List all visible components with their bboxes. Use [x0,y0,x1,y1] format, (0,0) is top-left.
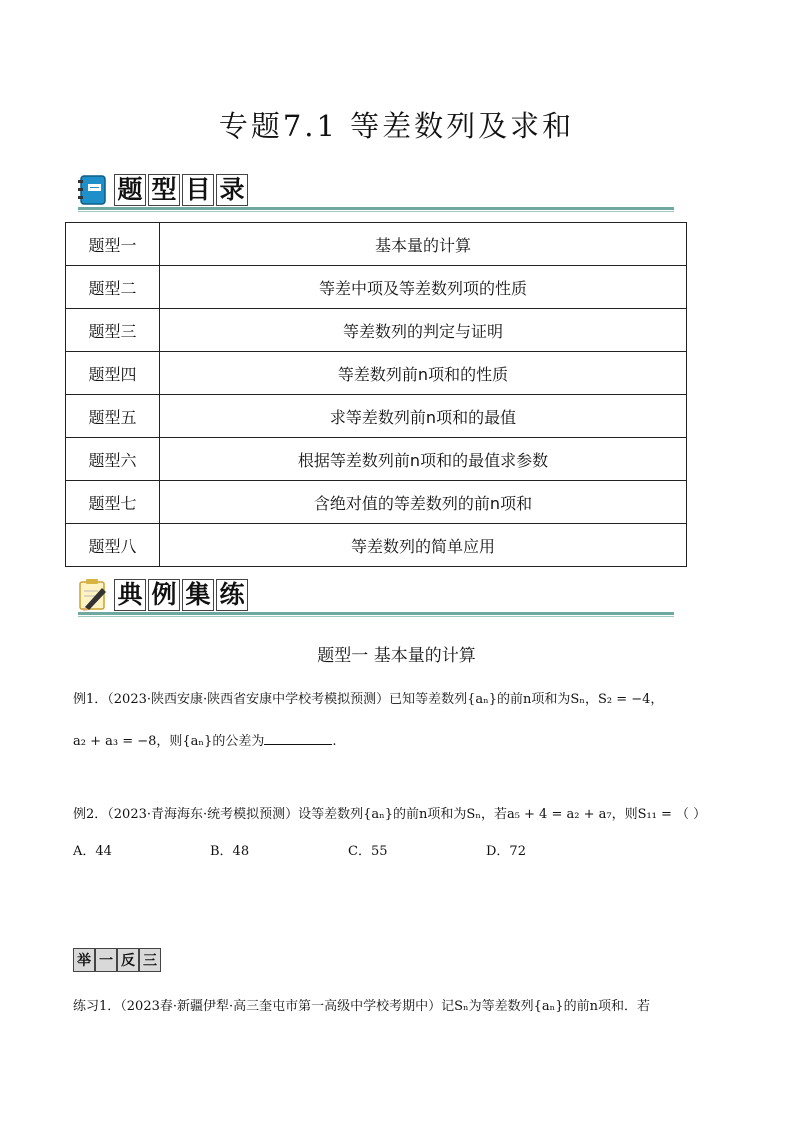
toc-header-char: 题 [114,174,146,206]
toc-table [65,222,687,567]
example-1-text: a₂ + a₃ = −8，则{aₙ}的公差为 [73,734,265,749]
option-c: C．55 [348,844,388,859]
examples-section-header [78,577,678,617]
toc-label: 题型四 [66,352,160,395]
toc-topic: 等差数列的判定与证明 [160,309,687,352]
examples-header-char: 例 [148,579,180,611]
toc-section-header [78,172,678,212]
table-row [66,524,687,567]
toc-label: 题型七 [66,481,160,524]
option-b: B．48 [210,844,250,859]
practice-tag-char: 反 [117,948,139,972]
examples-header-char: 集 [182,579,214,611]
answer-blank [264,732,332,745]
toc-label: 题型三 [66,309,160,352]
divider [78,616,674,617]
section-title: 题型一 基本量的计算 [317,646,476,666]
table-row [66,438,687,481]
example-2-line-1: 例2．（2023·青海海东·统考模拟预测）设等差数列{aₙ}的前n项和为Sₙ，若a₅ + 4 = a₂ + a₇，则S₁₁ = （ ） [73,807,707,822]
practice-1-line-1: 练习1．（2023春·新疆伊犁·高三奎屯市第一高级中学校考期中）记Sₙ为等差数列{aₙ}的前n项和．若 [73,999,650,1014]
example-1-end: . [332,734,337,749]
toc-topic: 等差数列前n项和的性质 [160,352,687,395]
examples-header-char: 练 [216,579,248,611]
table-row [66,266,687,309]
page-title: 专题7.1 等差数列及求和 [218,109,575,143]
table-row [66,352,687,395]
toc-topic: 含绝对值的等差数列的前n项和 [160,481,687,524]
toc-label: 题型二 [66,266,160,309]
toc-topic: 根据等差数列前n项和的最值求参数 [160,438,687,481]
toc-topic: 求等差数列前n项和的最值 [160,395,687,438]
practice-tag [73,948,161,972]
toc-topic: 等差中项及等差数列项的性质 [160,266,687,309]
option-d: D．72 [486,844,526,859]
toc-label: 题型一 [66,223,160,266]
practice-tag-char: 举 [73,948,95,972]
example-1-line-2 [73,730,336,749]
toc-label: 题型六 [66,438,160,481]
table-row [66,309,687,352]
table-row [66,395,687,438]
toc-label: 题型五 [66,395,160,438]
toc-label: 题型八 [66,524,160,567]
notebook-icon [78,174,108,206]
practice-tag-char: 三 [139,948,161,972]
toc-topic: 基本量的计算 [160,223,687,266]
table-row [66,481,687,524]
divider [78,612,674,615]
toc-header-char: 目 [182,174,214,206]
practice-tag-char: 一 [95,948,117,972]
divider [78,211,674,212]
examples-header-char: 典 [114,579,146,611]
divider [78,207,674,210]
table-row [66,223,687,266]
example-1-line-1: 例1．（2023·陕西安康·陕西省安康中学校考模拟预测）已知等差数列{aₙ}的前n项和为Sₙ，S₂ = −4， [73,692,664,707]
toc-header-char: 录 [216,174,248,206]
notepad-pencil-icon [78,579,108,611]
toc-topic: 等差数列的简单应用 [160,524,687,567]
option-a: A．44 [73,844,112,859]
toc-header-char: 型 [148,174,180,206]
